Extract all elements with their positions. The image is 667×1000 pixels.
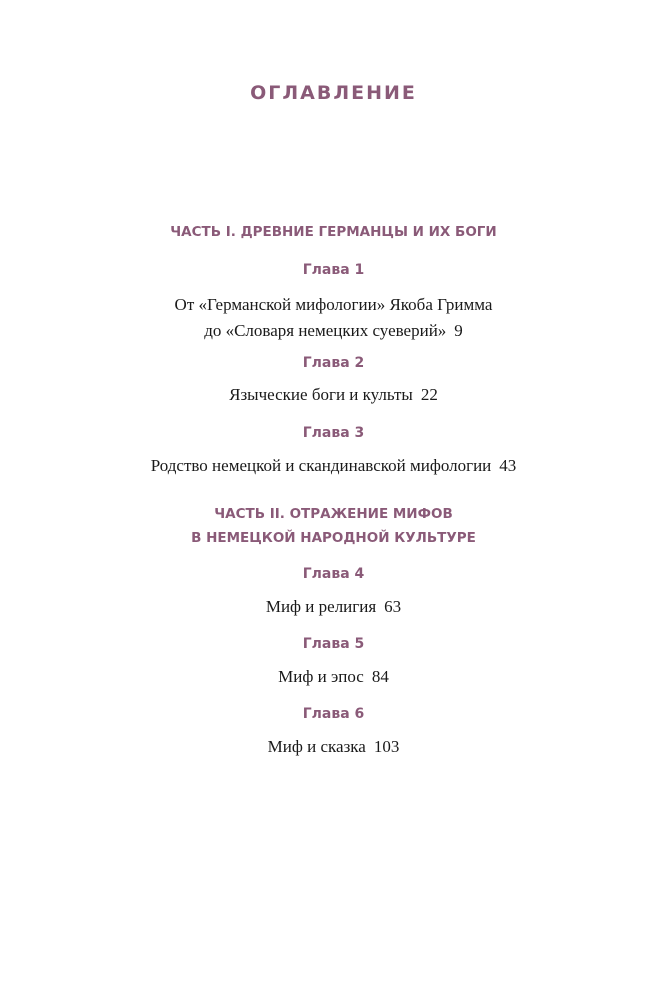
chapter-2-entry[interactable] [0,382,667,408]
part-2-heading [0,502,667,550]
page-number: 103 [373,737,400,756]
chapter-1-label: Глава 1 [302,262,365,278]
page-number: 9 [454,321,463,340]
chapter-4-entry[interactable] [0,594,667,620]
part-1-heading [0,220,667,244]
chapter-2-label: Глава 2 [302,355,365,371]
page-number: 84 [371,667,389,686]
part-heading-line: В НЕМЕЦКОЙ НАРОДНОЙ КУЛЬТУРЕ [191,530,476,546]
page-number: 22 [420,385,438,404]
page-title: ОГЛАВЛЕНИЕ [250,82,417,104]
chapter-5-entry[interactable] [0,664,667,690]
chapter-3-entry[interactable] [0,453,667,479]
page-number: 43 [499,456,517,475]
chapter-title-line: Миф и сказка [267,737,366,756]
chapter-title-line: Родство немецкой и скандинавской мифологии [150,456,492,475]
chapter-6-entry[interactable] [0,734,667,760]
page-number: 63 [384,597,402,616]
chapter-title-line: Миф и эпос [278,667,364,686]
chapter-3-label: Глава 3 [302,425,365,441]
part-heading-line: ЧАСТЬ I. ДРЕВНИЕ ГЕРМАНЦЫ И ИХ БОГИ [170,224,497,240]
chapter-title-line: Миф и религия [265,597,377,616]
chapter-6-label: Глава 6 [302,706,365,722]
chapter-title-line: Языческие боги и культы [229,385,413,404]
chapter-1-entry[interactable] [0,292,667,344]
chapter-title-line: От «Германской мифологии» Якоба Гримма [174,295,493,314]
chapter-title-line: до «Словаря немецких суеверий» [204,321,447,340]
part-heading-line: ЧАСТЬ II. ОТРАЖЕНИЕ МИФОВ [214,506,453,522]
chapter-4-label: Глава 4 [302,566,365,582]
chapter-5-label: Глава 5 [302,636,365,652]
